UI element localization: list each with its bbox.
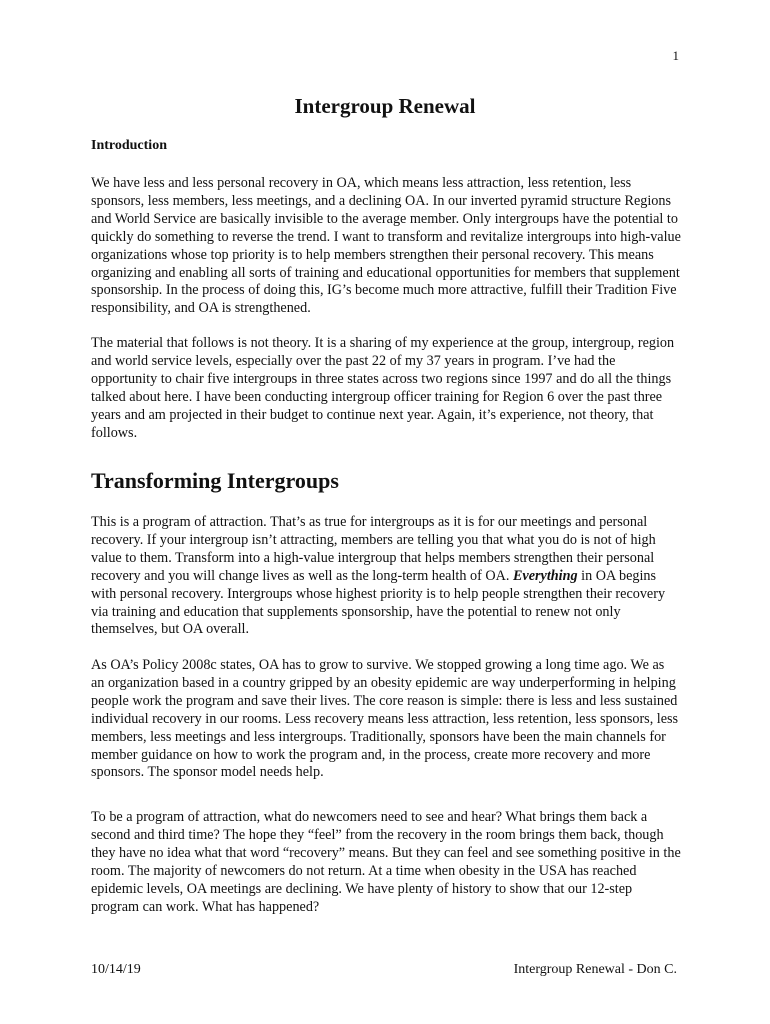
intro-paragraph-1: We have less and less personal recovery in OA, which means less attraction, less retention, less sponsors, less members, less meetings, and a declining OA. In our inverted pyramid structure Regions and World Service are basically invisible to the average member. Only intergroups have the potential to quickly do something to reverse the trend. I want to transform and revitalize intergroups into high-value organizations whose top priority is to help members strengthen their personal recovery. This means organizing and enabling all sorts of training and educational opportunities for members that supplement sponsorship. In the process of doing this, IG’s become much more attractive, fulfill their Tradition Five responsibility, and OA is strengthened. (91, 175, 681, 317)
document-title: Intergroup Renewal (294, 94, 476, 118)
emphasis-everything: Everything (512, 567, 578, 584)
page-number: 1 (672, 48, 679, 63)
section-paragraph-3: To be a program of attraction, what do newcomers need to see and hear? What brings them back a second and third time? The hope they “feel” from the recovery in the room brings them back, though they have no idea what that word “recovery” means. But they can feel and see something positive in the room. The majority of newcomers do not return. At a time when obesity in the USA has reached epidemic levels, OA meetings are declining. We have plenty of history to show that our 12-step program can work. What has happened? (91, 809, 681, 915)
section-paragraph-1-start: This is a program of attraction. That’s as true for intergroups as it is for our meetings and personal recovery. If your intergroup isn’t attracting, members are telling you that what you do is not of high value to them. Transform into a high-value intergroup that helps members strengthen their personal recovery and you will change lives as well as the long-term health of OA. (91, 514, 656, 584)
transforming-intergroups-heading: Transforming Intergroups (91, 468, 339, 493)
introduction-heading: Introduction (91, 138, 167, 153)
footer-title: Intergroup Renewal - Don C. (513, 962, 677, 977)
section-paragraph-2: As OA’s Policy 2008c states, OA has to grow to survive. We stopped growing a long time ago. We as an organization based in a country gripped by an obesity epidemic are way underperforming in helping people work the program and save their lives. The core reason is simple: there is less and less sustained individual recovery in our rooms. Less recovery means less attraction, less retention, less sponsors, less members, less meetings and less intergroups. Traditionally, sponsors have been the main channels for member guidance on how to work the program and, in the process, create more recovery and more sponsors. The sponsor model needs help. (91, 657, 679, 781)
section-paragraph-1 (91, 514, 681, 639)
footer-date: 10/14/19 (91, 962, 141, 977)
section-paragraph-1-end: in OA begins with personal recovery. Intergroups whose highest priority is to help people strengthen their recovery via training and education that supplements sponsorship, have the potential to renew not only themselves, but OA overall. (91, 567, 666, 638)
intro-paragraph-2: The material that follows is not theory. It is a sharing of my experience at the group, intergroup, region and world service levels, especially over the past 22 of my 37 years in program. I’ve had the opportunity to chair five intergroups in three states across two regions since 1997 and do all the things talked about here. I have been conducting intergroup officer training for Region 6 over the past three years and am projected in their budget to continue next year. Again, it’s experience, not theory, that follows. (91, 335, 675, 441)
